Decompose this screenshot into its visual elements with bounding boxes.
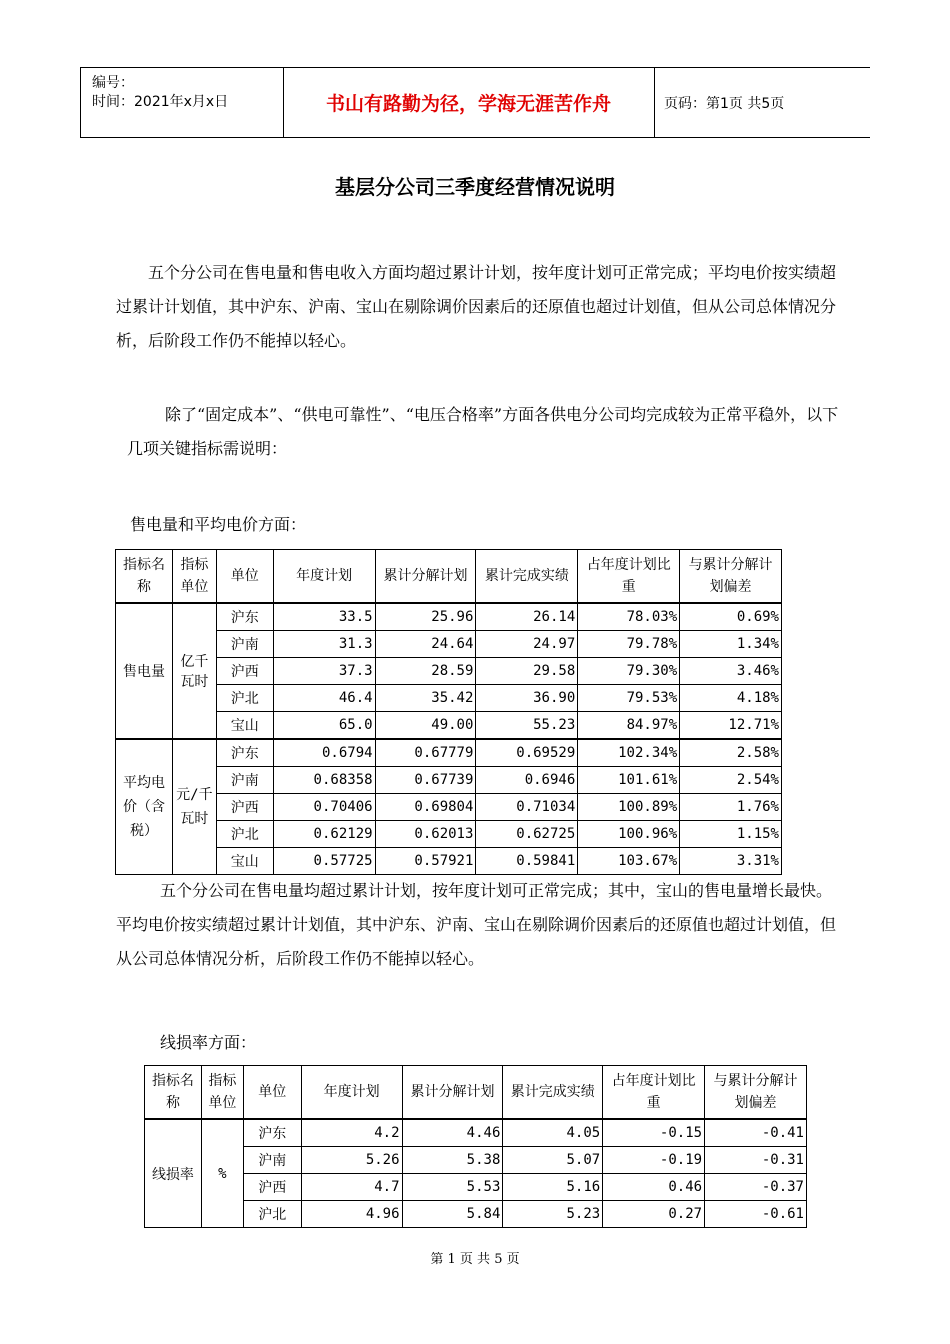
deviation-cell: 1.34% [680, 631, 782, 658]
deviation-cell: 3.46% [680, 658, 782, 685]
table-row [116, 603, 782, 631]
actual-cell: 5.07 [503, 1147, 603, 1174]
actual-cell: 5.23 [503, 1201, 603, 1228]
indicator-name: 平均电价（含税） [116, 739, 173, 875]
branch-cell: 沪北 [216, 685, 273, 712]
deviation-cell: 2.58% [680, 739, 782, 767]
annual-ratio-cell: -0.19 [603, 1147, 705, 1174]
branch-cell: 沪东 [216, 603, 273, 631]
annual-plan-cell: 46.4 [273, 685, 375, 712]
cumulative-plan-cell: 0.67739 [375, 767, 476, 794]
branch-cell: 沪南 [216, 767, 273, 794]
line-loss-table [144, 1065, 807, 1228]
annual-ratio-cell: 100.96% [578, 821, 680, 848]
cumulative-plan-cell: 25.96 [375, 603, 476, 631]
deviation-cell: 1.15% [680, 821, 782, 848]
column-header: 指标单位 [172, 550, 216, 604]
header-meta [92, 74, 228, 112]
table-row [116, 821, 782, 848]
annual-ratio-cell: -0.15 [603, 1119, 705, 1147]
table-row [116, 631, 782, 658]
deviation-cell: -0.31 [705, 1147, 807, 1174]
intro-text-2: 除了“固定成本”、“供电可靠性”、“电压合格率”方面各供电分公司均完成较为正常平稳外，以下几项关键指标需说明： [127, 405, 839, 458]
indicator-unit: 亿千瓦时 [172, 603, 216, 739]
column-header: 指标名称 [116, 550, 173, 604]
column-header: 与累计分解计划偏差 [680, 550, 782, 604]
column-header: 年度计划 [301, 1066, 402, 1120]
table-row [116, 848, 782, 875]
document-header [80, 67, 870, 138]
header-divider [654, 68, 655, 137]
annual-plan-cell: 0.70406 [273, 794, 375, 821]
table-row [116, 739, 782, 767]
cumulative-plan-cell: 28.59 [375, 658, 476, 685]
deviation-cell: -0.37 [705, 1174, 807, 1201]
cumulative-plan-cell: 0.67779 [375, 739, 476, 767]
intro-paragraph-1 [116, 256, 836, 358]
section2-heading: 线损率方面： [160, 1033, 257, 1052]
cumulative-plan-cell: 49.00 [375, 712, 476, 740]
annual-plan-cell: 4.2 [301, 1119, 402, 1147]
actual-cell: 0.69529 [476, 739, 578, 767]
table-row [116, 712, 782, 740]
page-footer: 第 1 页 共 5 页 [430, 1252, 520, 1267]
annual-plan-cell: 4.7 [301, 1174, 402, 1201]
column-header: 单位 [243, 1066, 301, 1120]
deviation-cell: 1.76% [680, 794, 782, 821]
column-header: 累计完成实绩 [503, 1066, 603, 1120]
actual-cell: 0.6946 [476, 767, 578, 794]
actual-cell: 29.58 [476, 658, 578, 685]
actual-cell: 24.97 [476, 631, 578, 658]
indicator-unit: % [201, 1119, 243, 1228]
annual-ratio-cell: 79.30% [578, 658, 680, 685]
table-row [116, 794, 782, 821]
header-page-info: 页码：第1页 共5页 [664, 95, 785, 112]
header-motto: 书山有路勤为径，学海无涯苦作舟 [325, 93, 611, 115]
annual-ratio-cell: 79.78% [578, 631, 680, 658]
table-row [145, 1119, 807, 1147]
annual-plan-cell: 37.3 [273, 658, 375, 685]
annual-plan-cell: 33.5 [273, 603, 375, 631]
branch-cell: 沪西 [216, 794, 273, 821]
cumulative-plan-cell: 24.64 [375, 631, 476, 658]
annual-plan-cell: 5.26 [301, 1147, 402, 1174]
table-row [145, 1174, 807, 1201]
column-header: 占年度计划比重 [603, 1066, 705, 1120]
doc-time-label: 时间：2021年x月x日 [92, 94, 229, 110]
annual-ratio-cell: 100.89% [578, 794, 680, 821]
column-header: 指标单位 [201, 1066, 243, 1120]
intro-text-1: 五个分公司在售电量和售电收入方面均超过累计计划，按年度计划可正常完成；平均电价按实绩超过累计计划值，其中沪东、沪南、宝山在剔除调价因素后的还原值也超过计划值，但从公司总体情况分析，后阶段工作仍不能掉以轻心。 [116, 263, 837, 350]
section1-summary-text: 五个分公司在售电量均超过累计计划，按年度计划可正常完成；其中，宝山的售电量增长最快。平均电价按实绩超过累计计划值，其中沪东、沪南、宝山在剔除调价因素后的还原值也超过计划值，但从公司总体情况分析，后阶段工作仍不能掉以轻心。 [116, 881, 837, 968]
cumulative-plan-cell: 4.46 [402, 1119, 503, 1147]
intro-paragraph-2 [127, 398, 839, 466]
annual-ratio-cell: 0.46 [603, 1174, 705, 1201]
sales-table [115, 549, 782, 875]
cumulative-plan-cell: 5.38 [402, 1147, 503, 1174]
indicator-name: 线损率 [145, 1119, 202, 1228]
branch-cell: 沪北 [243, 1201, 301, 1228]
annual-plan-cell: 0.68358 [273, 767, 375, 794]
indicator-unit: 元/千瓦时 [172, 739, 216, 875]
deviation-cell: 4.18% [680, 685, 782, 712]
column-header: 累计完成实绩 [476, 550, 578, 604]
column-header: 累计分解计划 [375, 550, 476, 604]
annual-plan-cell: 31.3 [273, 631, 375, 658]
table-header-row [116, 550, 782, 604]
annual-plan-cell: 0.62129 [273, 821, 375, 848]
branch-cell: 沪东 [243, 1119, 301, 1147]
deviation-cell: 2.54% [680, 767, 782, 794]
deviation-cell: 0.69% [680, 603, 782, 631]
annual-ratio-cell: 103.67% [578, 848, 680, 875]
deviation-cell: 12.71% [680, 712, 782, 740]
annual-plan-cell: 0.6794 [273, 739, 375, 767]
branch-cell: 沪南 [216, 631, 273, 658]
annual-plan-cell: 65.0 [273, 712, 375, 740]
cumulative-plan-cell: 0.62013 [375, 821, 476, 848]
branch-cell: 沪西 [216, 658, 273, 685]
table-row [145, 1201, 807, 1228]
actual-cell: 26.14 [476, 603, 578, 631]
branch-cell: 宝山 [216, 712, 273, 740]
actual-cell: 0.71034 [476, 794, 578, 821]
table-row [116, 767, 782, 794]
column-header: 单位 [216, 550, 273, 604]
section1-summary [116, 874, 838, 976]
actual-cell: 55.23 [476, 712, 578, 740]
header-divider [80, 68, 81, 137]
annual-ratio-cell: 101.61% [578, 767, 680, 794]
deviation-cell: -0.61 [705, 1201, 807, 1228]
annual-ratio-cell: 84.97% [578, 712, 680, 740]
branch-cell: 沪北 [216, 821, 273, 848]
cumulative-plan-cell: 35.42 [375, 685, 476, 712]
actual-cell: 0.59841 [476, 848, 578, 875]
annual-ratio-cell: 79.53% [578, 685, 680, 712]
section1-heading: 售电量和平均电价方面： [130, 515, 307, 534]
cumulative-plan-cell: 0.69804 [375, 794, 476, 821]
table-header-row [145, 1066, 807, 1120]
page-title: 基层分公司三季度经营情况说明 [335, 175, 615, 199]
annual-ratio-cell: 78.03% [578, 603, 680, 631]
table-row [116, 685, 782, 712]
branch-cell: 沪南 [243, 1147, 301, 1174]
actual-cell: 0.62725 [476, 821, 578, 848]
annual-ratio-cell: 102.34% [578, 739, 680, 767]
cumulative-plan-cell: 5.84 [402, 1201, 503, 1228]
actual-cell: 36.90 [476, 685, 578, 712]
actual-cell: 5.16 [503, 1174, 603, 1201]
column-header: 与累计分解计划偏差 [705, 1066, 807, 1120]
table-row [145, 1147, 807, 1174]
column-header: 累计分解计划 [402, 1066, 503, 1120]
doc-number-label: 编号： [92, 75, 134, 91]
annual-plan-cell: 0.57725 [273, 848, 375, 875]
annual-ratio-cell: 0.27 [603, 1201, 705, 1228]
branch-cell: 沪东 [216, 739, 273, 767]
column-header: 占年度计划比重 [578, 550, 680, 604]
cumulative-plan-cell: 5.53 [402, 1174, 503, 1201]
column-header: 指标名称 [145, 1066, 202, 1120]
branch-cell: 沪西 [243, 1174, 301, 1201]
deviation-cell: -0.41 [705, 1119, 807, 1147]
annual-plan-cell: 4.96 [301, 1201, 402, 1228]
table-row [116, 658, 782, 685]
cumulative-plan-cell: 0.57921 [375, 848, 476, 875]
deviation-cell: 3.31% [680, 848, 782, 875]
column-header: 年度计划 [273, 550, 375, 604]
indicator-name: 售电量 [116, 603, 173, 739]
actual-cell: 4.05 [503, 1119, 603, 1147]
branch-cell: 宝山 [216, 848, 273, 875]
